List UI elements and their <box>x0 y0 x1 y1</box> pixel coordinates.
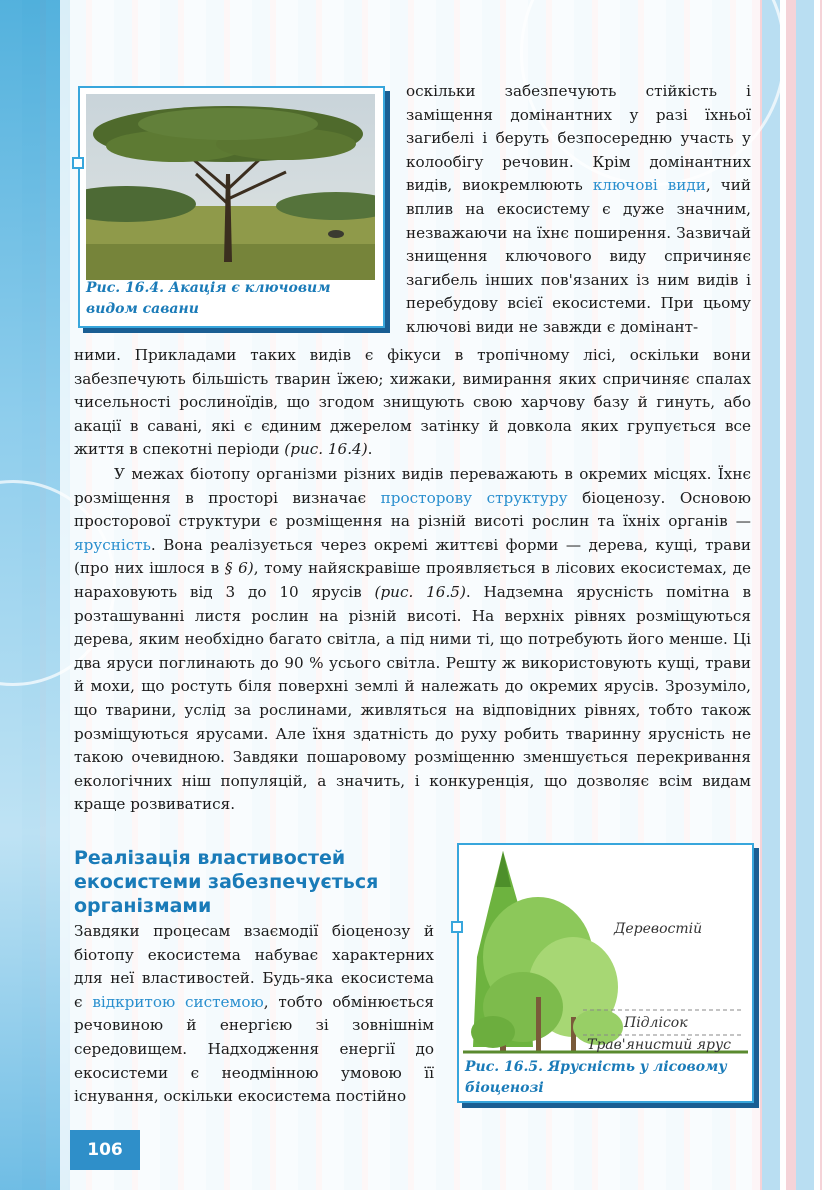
section-reference: § 6) <box>224 559 254 578</box>
background-right-band <box>752 0 822 1190</box>
text-segment: У межах біотопу організми різних видів переважають в окремих місцях. Їхнє розміщення в просторі визначає <box>74 465 751 507</box>
section-heading: Реалізація властивостей екосистеми забезпечується організмами <box>74 847 379 917</box>
text-segment: . Надземна ярусність помітна в розташуванні листя рослин на різній висоті. На верхніх рівнях розміщуються дерева, яким необхідно багато світла, а під ними ті, що потребують його менше. Ці два яруси поглинають до 90 % усього світла. Решту ж використовують кущі, трави й мохи, що ростуть біля поверхні землі й належать до окремих ярусів. Зрозуміло, що тварини, услід за рослинами, живляться на відповідних рівнях, тобто також розміщуються ярусами. Але їхня здатність до руху робить тваринну ярусність не такою очевидною. Завдяки пошаровому розміщенню зменшується перекривання екологічних ніш популяцій, а значить, і конкуренція, що дозволяє всім видам краще розвиватися. <box>74 582 751 814</box>
figure-caption-acacia: Рис. 16.4. Акація є ключовим видом савани <box>86 280 331 317</box>
text-segment: , чий вплив на екосистему є дуже значним, незважаючи на їхнє поширення. Зазвичай знищення ключового виду спричиняє загибель інших пов'язаних із ним видів і перебудову всієї екосистеми. При цьому ключові види не завжди є домінант- <box>406 176 751 336</box>
keyword-keystone-species: ключові види <box>592 176 706 195</box>
paragraph-keystone-examples <box>74 344 751 462</box>
keyword-layering: ярусність <box>74 535 151 554</box>
paragraph-spatial-structure <box>74 463 751 817</box>
figure-caption-forest: Рис. 16.5. Ярусність у лісовому біоценозі <box>465 1059 727 1096</box>
page-number: 106 <box>70 1130 140 1170</box>
paragraph-keystone-species <box>406 80 751 340</box>
layer-label-understory: Підлісок <box>624 1015 688 1031</box>
layer-label-grass: Трав'янистий ярус <box>587 1037 731 1053</box>
keyword-open-system: відкритою системою <box>92 992 264 1011</box>
text-segment: . Вона реалізується через окремі життєві форми — дерева, кущі, трави (про них ішлося в <box>74 535 751 578</box>
figure-marker <box>72 157 84 169</box>
text-segment: . <box>367 440 373 459</box>
text-segment: ними. Прикладами таких видів є фікуси в тропічному лісі, оскільки вони забезпечують більшість тварин їжею; хижаки, вимирання яких спричиняє спалах чисельності рослиноїдів, що згодом знищують свою харчову базу й гинуть, або акації в савані, які є єдиним джерелом затінку й довкола яких групується все життя в спекотні періоди <box>74 346 751 459</box>
text-segment: Завдяки процесам взаємодії біоценозу й біотопу екосистема набуває характерних для неї властивостей. Будь-яка екосистема є <box>74 922 434 1011</box>
paragraph-open-system <box>74 920 434 1109</box>
forest-layers-illustration <box>463 847 748 1057</box>
text-segment: , тобто обмінюється речовиною й енергією зі зовнішнім середовищем. Надходження енергії до екосистеми є неодмінною умовою її існування, оскільки екосистема постійно <box>74 992 434 1106</box>
figure-forest-layers <box>457 843 754 1103</box>
layer-label-trees: Деревостій <box>614 921 703 937</box>
text-segment: оскільки забезпечують стійкість і заміщення домінантних у разі їхньої загибелі і беруть безпосередню участь у колообігу речовин. Крім домінантних видів, виокремлюють <box>406 82 751 195</box>
text-segment: біоценозу. Основою просторової структури є розміщення на різній висоті рослин та їхніх органів — <box>74 488 751 531</box>
figure-marker <box>451 921 463 933</box>
text-segment: , тому найяскравіше проявляється в лісових екосистемах, де нараховують від 3 до 10 ярусів <box>74 559 751 601</box>
keyword-spatial-structure: просторову структуру <box>380 488 568 507</box>
acacia-savanna-image <box>86 94 375 280</box>
figure-reference: (рис. 16.4) <box>284 440 368 459</box>
figure-acacia <box>78 86 385 328</box>
figure-reference: (рис. 16.5) <box>374 582 466 601</box>
